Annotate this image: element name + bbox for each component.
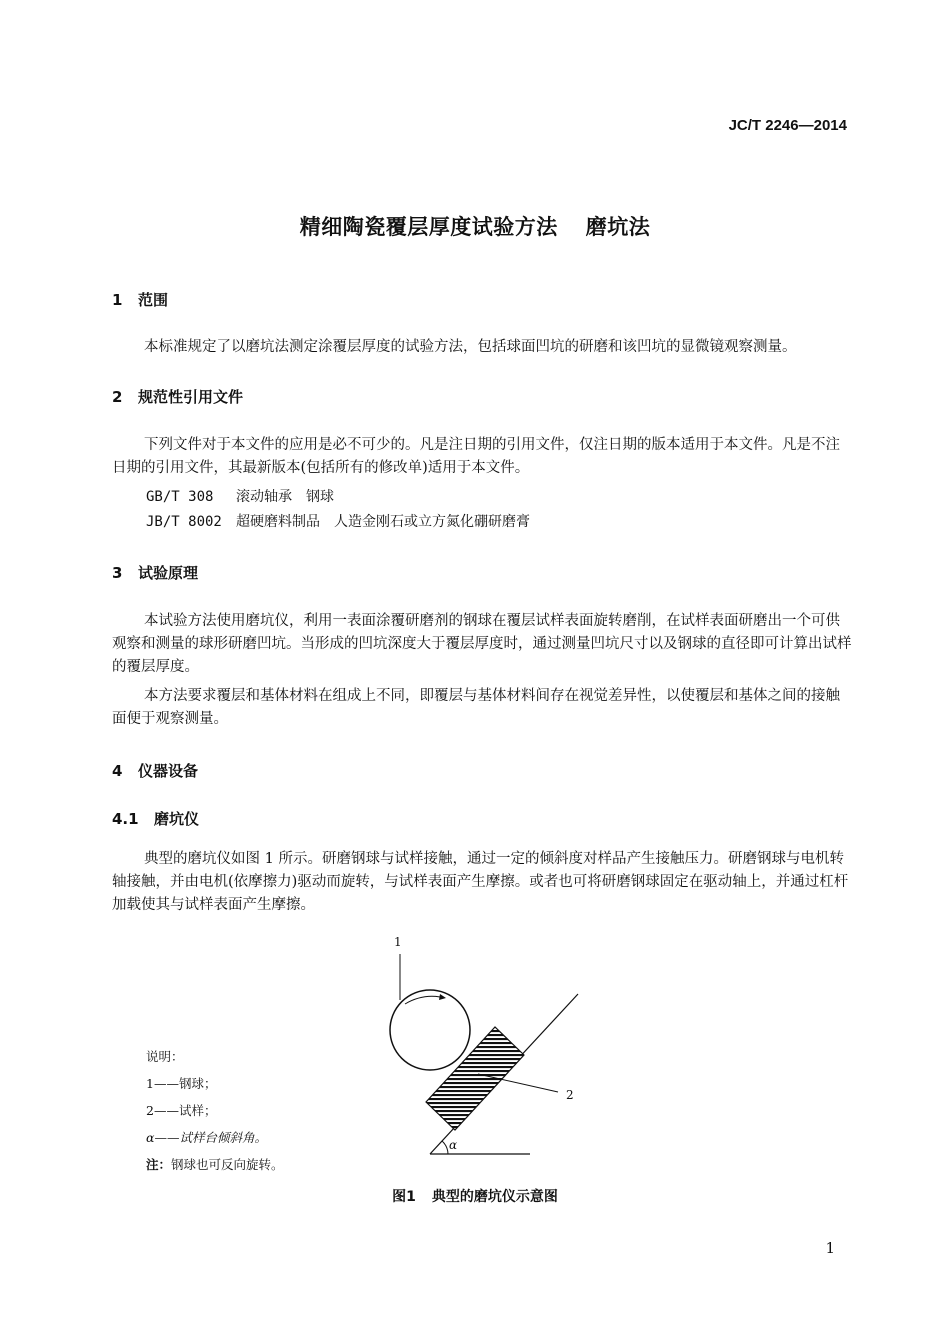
reference-title: 超硬磨料制品 人造金刚石或立方氮化硼研磨膏 [236,514,530,530]
section-4-1-heading [112,808,199,829]
note-text: 钢球也可反向旋转。 [171,1157,284,1172]
page-number: 1 [825,1239,835,1257]
section-1-heading [112,289,168,310]
section-3-paragraph-2: 本方法要求覆层和基体材料在组成上不同，即覆层与基体材料间存在视觉差异性，以使覆层和基体之间的接触面便于观察测量。 [112,688,840,727]
section-4-1-text: 典型的磨坑仪如图 1 所示。研磨钢球与试样接触，通过一定的倾斜度对样品产生接触压力。研磨钢球与电机转轴接触，并由电机(依摩擦力)驱动而旋转，与试样表面产生摩擦。或者也可将研磨钢球固定在驱动轴上，并通过杠杆加载使其与试样表面产生摩擦。 [112,851,849,913]
section-number: 4.1 [112,810,139,828]
legend-title: 说明： [146,1049,184,1064]
grinding-apparatus-figure [380,930,600,1165]
page-title [0,211,950,241]
note-label: 注： [146,1157,172,1172]
section-number: 3 [112,564,123,582]
reference-item [146,511,530,531]
reference-title: 滚动轴承 钢球 [236,489,334,505]
legend-item: 1——钢球； [146,1076,217,1091]
figure-caption [0,1186,950,1206]
reference-code: JB/T 8002 [146,514,222,530]
legend-item: α——试样台倾斜角。 [146,1130,267,1145]
section-2-heading [112,386,243,407]
label-1: 1 [394,935,402,949]
section-title: 仪器设备 [138,762,199,780]
caption-number: 图1 [392,1189,416,1205]
figure-legend [146,1043,284,1178]
section-3-heading [112,562,198,583]
steel-ball [390,990,470,1070]
reference-code: GB/T 308 [146,489,214,505]
section-3-paragraph-1: 本试验方法使用磨坑仪，利用一表面涂覆研磨剂的钢球在覆层试样表面旋转磨削，在试样表面研磨出一个可供观察和测量的球形研磨凹坑。当形成的凹坑深度大于覆层厚度时，通过测量凹坑尺寸以及钢球的直径即可计算出试样的覆层厚度。 [112,613,852,675]
section-4-heading [112,760,198,781]
section-number: 4 [112,762,123,780]
figure-note [146,1151,284,1178]
caption-title: 典型的磨坑仪示意图 [431,1189,558,1205]
alpha-label: α [449,1138,458,1152]
section-title: 范围 [138,291,169,309]
label-2: 2 [566,1088,574,1102]
title-main: 精细陶瓷覆层厚度试验方法 [299,215,558,239]
title-sub: 磨坑法 [585,215,651,239]
section-number: 1 [112,291,123,309]
section-title: 试验原理 [138,564,199,582]
angle-arc [442,1141,448,1154]
standard-number: JC/T 2246—2014 [728,117,847,134]
section-title: 规范性引用文件 [138,388,244,406]
legend-item: 2——试样； [146,1103,217,1118]
section-1-text: 本标准规定了以磨坑法测定涂覆层厚度的试验方法，包括球面凹坑的研磨和该凹坑的显微镜观察测量。 [144,339,797,355]
section-title: 磨坑仪 [154,810,200,828]
reference-item [146,486,334,506]
section-2-text: 下列文件对于本文件的应用是必不可少的。凡是注日期的引用文件，仅注日期的版本适用于本文件。凡是不注日期的引用文件，其最新版本(包括所有的修改单)适用于本文件。 [112,437,840,476]
section-number: 2 [112,388,123,406]
